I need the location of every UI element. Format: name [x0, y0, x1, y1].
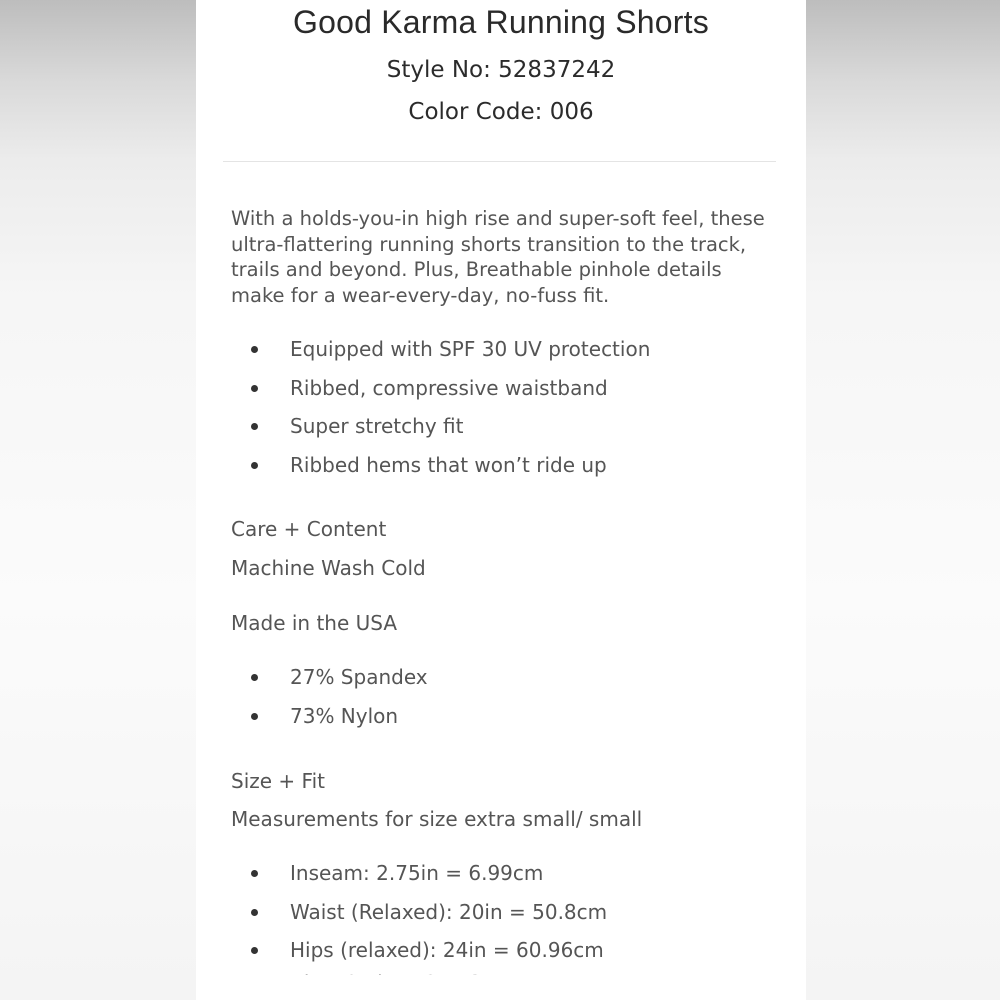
divider [223, 161, 776, 162]
size-fit-subheading: Measurements for size extra small/ small [231, 807, 643, 831]
bullet-icon [251, 346, 258, 353]
bullet-icon [251, 423, 258, 430]
material-list [231, 658, 428, 735]
feature-text: Ribbed, compressive waistband [290, 375, 608, 400]
material-text: 73% Nylon [290, 703, 399, 728]
measurement-text: Waist (Relaxed): 20in = 50.8cm [290, 899, 608, 924]
feature-text: Super stretchy fit [290, 414, 464, 438]
list-item [231, 697, 428, 736]
list-item [231, 658, 428, 697]
bullet-icon [251, 909, 258, 916]
bullet-icon [251, 947, 258, 954]
list-item [231, 931, 607, 970]
bullet-icon [251, 674, 258, 681]
material-text: 27% Spandex [290, 665, 428, 689]
product-detail-card [196, 0, 806, 1000]
product-title: Good Karma Running Shorts [293, 4, 709, 40]
bullet-icon [251, 385, 258, 392]
care-origin: Made in the USA [231, 611, 398, 635]
product-description: With a holds-you-in high rise and super-soft feel, these ultra-flattering running shorts transition to the track, trails and beyond. Plus, Breathable pinhole details make for a wear-every-day, no-fuss fit. [231, 207, 765, 307]
measurement-text: Inseam: 2.75in = 6.99cm [290, 861, 544, 885]
measurement-text: Hips (relaxed): 24in = 60.96cm [290, 938, 604, 962]
list-item [231, 446, 650, 485]
measurement-list [231, 854, 607, 970]
list-item [231, 369, 650, 408]
list-item [231, 407, 650, 446]
color-code: Color Code: 006 [408, 99, 594, 125]
background-right [804, 0, 1000, 1000]
care-heading: Care + Content [231, 517, 387, 541]
list-item [231, 854, 607, 893]
list-item [231, 330, 650, 369]
bullet-icon [251, 870, 258, 877]
list-item [231, 893, 607, 932]
bottom-crop [196, 975, 806, 1000]
feature-text: Ribbed hems that won’t ride up [290, 452, 607, 477]
background-left [0, 0, 196, 1000]
feature-text: Equipped with SPF 30 UV protection [290, 337, 651, 361]
size-fit-heading: Size + Fit [231, 769, 325, 793]
care-wash: Machine Wash Cold [231, 556, 426, 580]
feature-list [231, 330, 650, 484]
style-number: Style No: 52837242 [386, 57, 616, 83]
bullet-icon [251, 462, 258, 469]
bullet-icon [251, 713, 258, 720]
